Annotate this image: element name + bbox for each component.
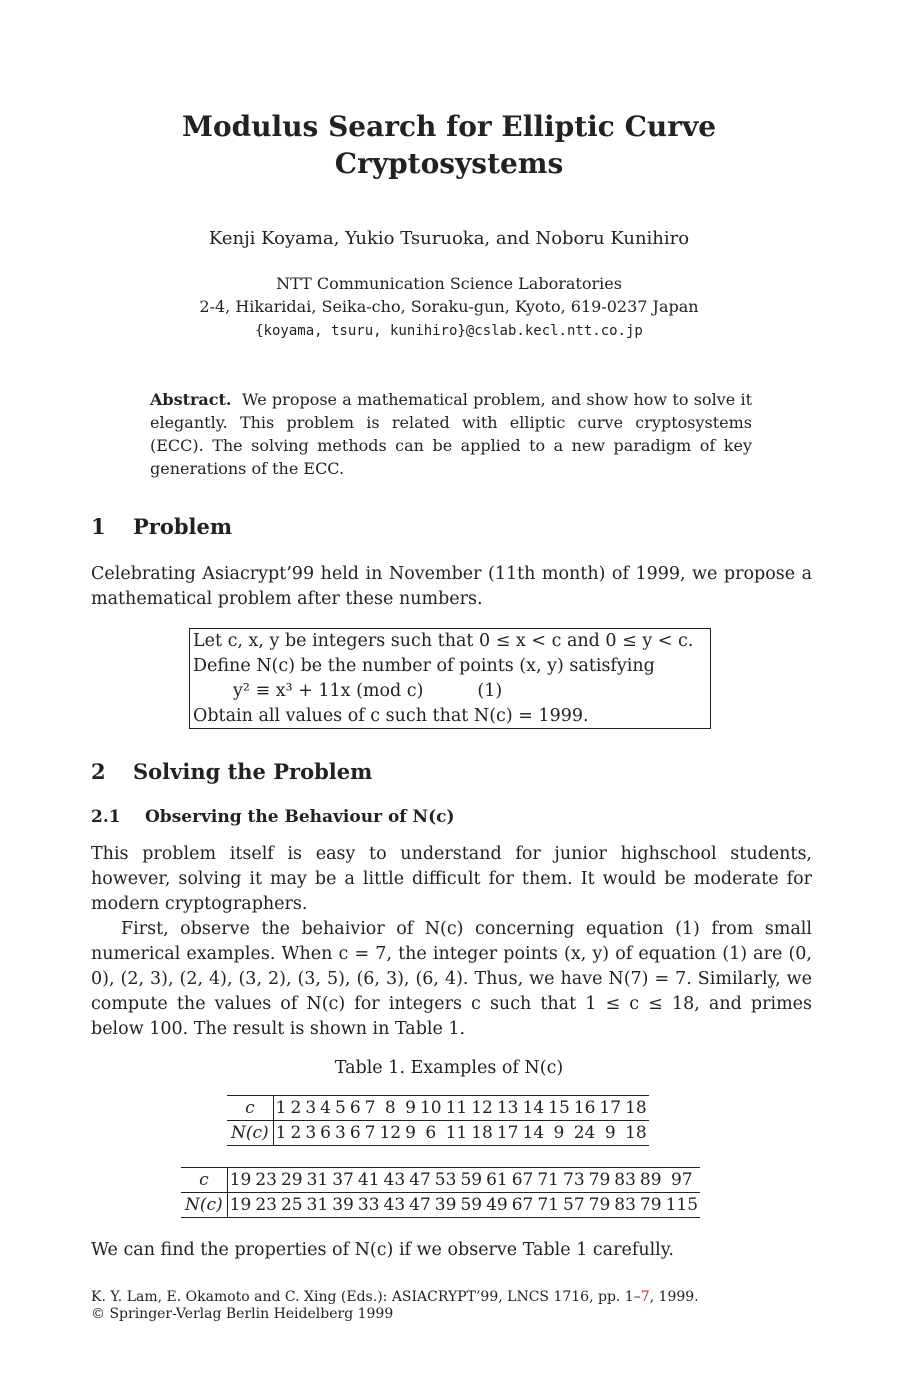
- table-cell: 59: [458, 1193, 484, 1218]
- table-cell: 25: [279, 1193, 305, 1218]
- row-label-c: c: [181, 1168, 227, 1193]
- row-label-n: N(c): [227, 1121, 273, 1146]
- subsection-2-1-title: Observing the Behaviour of N(c): [145, 807, 455, 827]
- table-cell: 18: [623, 1096, 649, 1121]
- table-cell: 6: [318, 1121, 333, 1146]
- problem-line-1: Let c, x, y be integers such that 0 ≤ x < c and 0 ≤ y < c.: [193, 631, 694, 651]
- authors: Kenji Koyama, Yukio Tsuruoka, and Noboru Kunihiro: [208, 228, 690, 249]
- table-cell: 47: [407, 1193, 433, 1218]
- problem-line-4: Obtain all values of c such that N(c) = 1999.: [193, 706, 589, 726]
- paragraph-3: We can find the properties of N(c) if we observe Table 1 carefully.: [91, 1240, 674, 1260]
- table-cell: 39: [433, 1193, 459, 1218]
- table-cell: 16: [572, 1096, 598, 1121]
- table-cell: 8: [377, 1096, 403, 1121]
- table-cell: 79: [587, 1193, 613, 1218]
- table-cell: 6: [418, 1121, 444, 1146]
- table-cell: 61: [484, 1168, 510, 1193]
- subsection-2-1-heading: [91, 807, 455, 827]
- table-cell: 47: [407, 1168, 433, 1193]
- section-1-title: Problem: [133, 514, 233, 539]
- table-cell: 9: [403, 1121, 418, 1146]
- paper-title: [0, 108, 898, 182]
- table-cell: 23: [253, 1193, 279, 1218]
- table-cell: 83: [612, 1168, 638, 1193]
- table-cell: 13: [495, 1096, 521, 1121]
- footer-citation-end: , 1999.: [649, 1289, 699, 1305]
- table-cell: 67: [510, 1168, 536, 1193]
- table-cell: 29: [279, 1168, 305, 1193]
- table-cell: 12: [377, 1121, 403, 1146]
- section-2-number: 2: [91, 759, 106, 784]
- section-1-paragraph: Celebrating Asiacrypt’99 held in November (11th month) of 1999, we propose a mathematical problem after these numbers.: [91, 564, 812, 609]
- table-cell: 11: [444, 1121, 470, 1146]
- table-cell: 79: [638, 1193, 664, 1218]
- subsection-2-1-number: 2.1: [91, 807, 121, 827]
- row-label-n: N(c): [181, 1193, 227, 1218]
- section-1-heading: [91, 514, 232, 539]
- table-cell: 73: [561, 1168, 587, 1193]
- section-2-heading: [91, 759, 372, 784]
- problem-equation: y² ≡ x³ + 11x (mod c): [233, 681, 424, 701]
- table-cell: 1: [273, 1121, 288, 1146]
- table-cell: 97: [664, 1168, 700, 1193]
- abstract: [150, 388, 752, 480]
- table-cell: 2: [289, 1121, 304, 1146]
- problem-line-2: Define N(c) be the number of points (x, y) satisfying: [193, 656, 655, 676]
- table-cell: 17: [597, 1096, 623, 1121]
- section-1-number: 1: [91, 514, 106, 539]
- table-cell: 79: [587, 1168, 613, 1193]
- table-row-n: [227, 1121, 649, 1146]
- title-line-2: Cryptosystems: [334, 147, 564, 180]
- table-cell: 53: [433, 1168, 459, 1193]
- abstract-label: Abstract.: [150, 390, 232, 409]
- table-cell: 67: [510, 1193, 536, 1218]
- footer-line-1: [91, 1289, 699, 1306]
- table-row-c: [181, 1168, 700, 1193]
- table-cell: 115: [664, 1193, 700, 1218]
- paragraph-1: This problem itself is easy to understand for junior highschool students, however, solving it may be a little difficult for them. It would be moderate for modern cryptographers.: [91, 844, 812, 914]
- footer-page-link[interactable]: 7: [640, 1289, 650, 1305]
- table-cell: 5: [333, 1096, 348, 1121]
- table-cell: 3: [303, 1121, 318, 1146]
- email-line: [0, 318, 898, 343]
- row-label-c: c: [227, 1096, 273, 1121]
- table-cell: 7: [363, 1121, 378, 1146]
- table-cell: 7: [363, 1096, 378, 1121]
- table-cell: 9: [597, 1121, 623, 1146]
- table-cell: 3: [303, 1096, 318, 1121]
- table-row-n: [181, 1193, 700, 1218]
- table-cell: 18: [469, 1121, 495, 1146]
- table-cell: 57: [561, 1193, 587, 1218]
- table-cell: 39: [330, 1193, 356, 1218]
- title-line-1: Modulus Search for Elliptic Curve: [181, 110, 717, 143]
- table-cell: 17: [495, 1121, 521, 1146]
- table-cell: 18: [623, 1121, 649, 1146]
- affiliation-line-1: NTT Communication Science Laboratories: [276, 274, 622, 293]
- table-cell: 1: [273, 1096, 288, 1121]
- table-cell: 9: [546, 1121, 572, 1146]
- footer-copyright: © Springer-Verlag Berlin Heidelberg 1999: [91, 1306, 394, 1322]
- table-part-1: [227, 1095, 649, 1146]
- table-cell: 3: [333, 1121, 348, 1146]
- paragraph-2: [91, 917, 812, 1042]
- table-cell: 4: [318, 1096, 333, 1121]
- table-cell: 43: [382, 1168, 408, 1193]
- table-cell: 59: [458, 1168, 484, 1193]
- table-cell: 23: [253, 1168, 279, 1193]
- table-row-c: [227, 1096, 649, 1121]
- table-cell: 83: [612, 1193, 638, 1218]
- table-cell: 6: [348, 1096, 363, 1121]
- table-cell: 15: [546, 1096, 572, 1121]
- table-cell: 9: [403, 1096, 418, 1121]
- table-cell: 10: [418, 1096, 444, 1121]
- paragraph-2-text: First, observe the behaivior of N(c) concerning equation (1) from small numerical examples. When c = 7, the integer points (x, y) of equation (1) are (0, 0), (2, 3), (2, 4), (3, 2), (3, 5), (6, 3), (6, 4). Thus, we have N(7) = 7. Similarly, we compute the values of N(c) for integers c such that 1 ≤ c ≤ 18, and primes below 100. The result is shown in Table 1.: [91, 919, 812, 1039]
- affiliation: [0, 272, 898, 343]
- email-domain: @cslab.kecl.ntt.co.jp: [465, 323, 643, 339]
- table-cell: 71: [535, 1168, 561, 1193]
- footer-citation: K. Y. Lam, E. Okamoto and C. Xing (Eds.): ASIACRYPT’99, LNCS 1716, pp. 1–: [91, 1289, 641, 1305]
- table-cell: 49: [484, 1193, 510, 1218]
- problem-box: [189, 628, 711, 729]
- equation-number: (1): [477, 681, 503, 701]
- table-cell: 19: [227, 1168, 253, 1193]
- affiliation-line-2: 2-4, Hikaridai, Seika-cho, Soraku-gun, Kyoto, 619-0237 Japan: [199, 297, 699, 316]
- table-cell: 89: [638, 1168, 664, 1193]
- table-cell: 71: [535, 1193, 561, 1218]
- table-caption: Table 1. Examples of N(c): [334, 1058, 564, 1078]
- table-cell: 12: [469, 1096, 495, 1121]
- table-cell: 14: [521, 1121, 547, 1146]
- table-cell: 31: [305, 1168, 331, 1193]
- table-cell: 33: [356, 1193, 382, 1218]
- problem-equation-row: [193, 679, 707, 704]
- table-cell: 11: [444, 1096, 470, 1121]
- table-cell: 2: [289, 1096, 304, 1121]
- table-cell: 6: [348, 1121, 363, 1146]
- table-cell: 41: [356, 1168, 382, 1193]
- table-cell: 37: [330, 1168, 356, 1193]
- email-users: {koyama, tsuru, kunihiro}: [255, 323, 466, 339]
- table-cell: 14: [521, 1096, 547, 1121]
- table-cell: 31: [305, 1193, 331, 1218]
- table-cell: 24: [572, 1121, 598, 1146]
- section-2-title: Solving the Problem: [133, 759, 373, 784]
- abstract-text: We propose a mathematical problem, and show how to solve it elegantly. This problem is related with elliptic curve cryptosystems (ECC). The solving methods can be applied to a new paradigm of key generations of the ECC.: [150, 390, 753, 478]
- table-cell: 43: [382, 1193, 408, 1218]
- table-cell: 19: [227, 1193, 253, 1218]
- footer: [91, 1289, 699, 1323]
- table-part-2: [181, 1167, 700, 1218]
